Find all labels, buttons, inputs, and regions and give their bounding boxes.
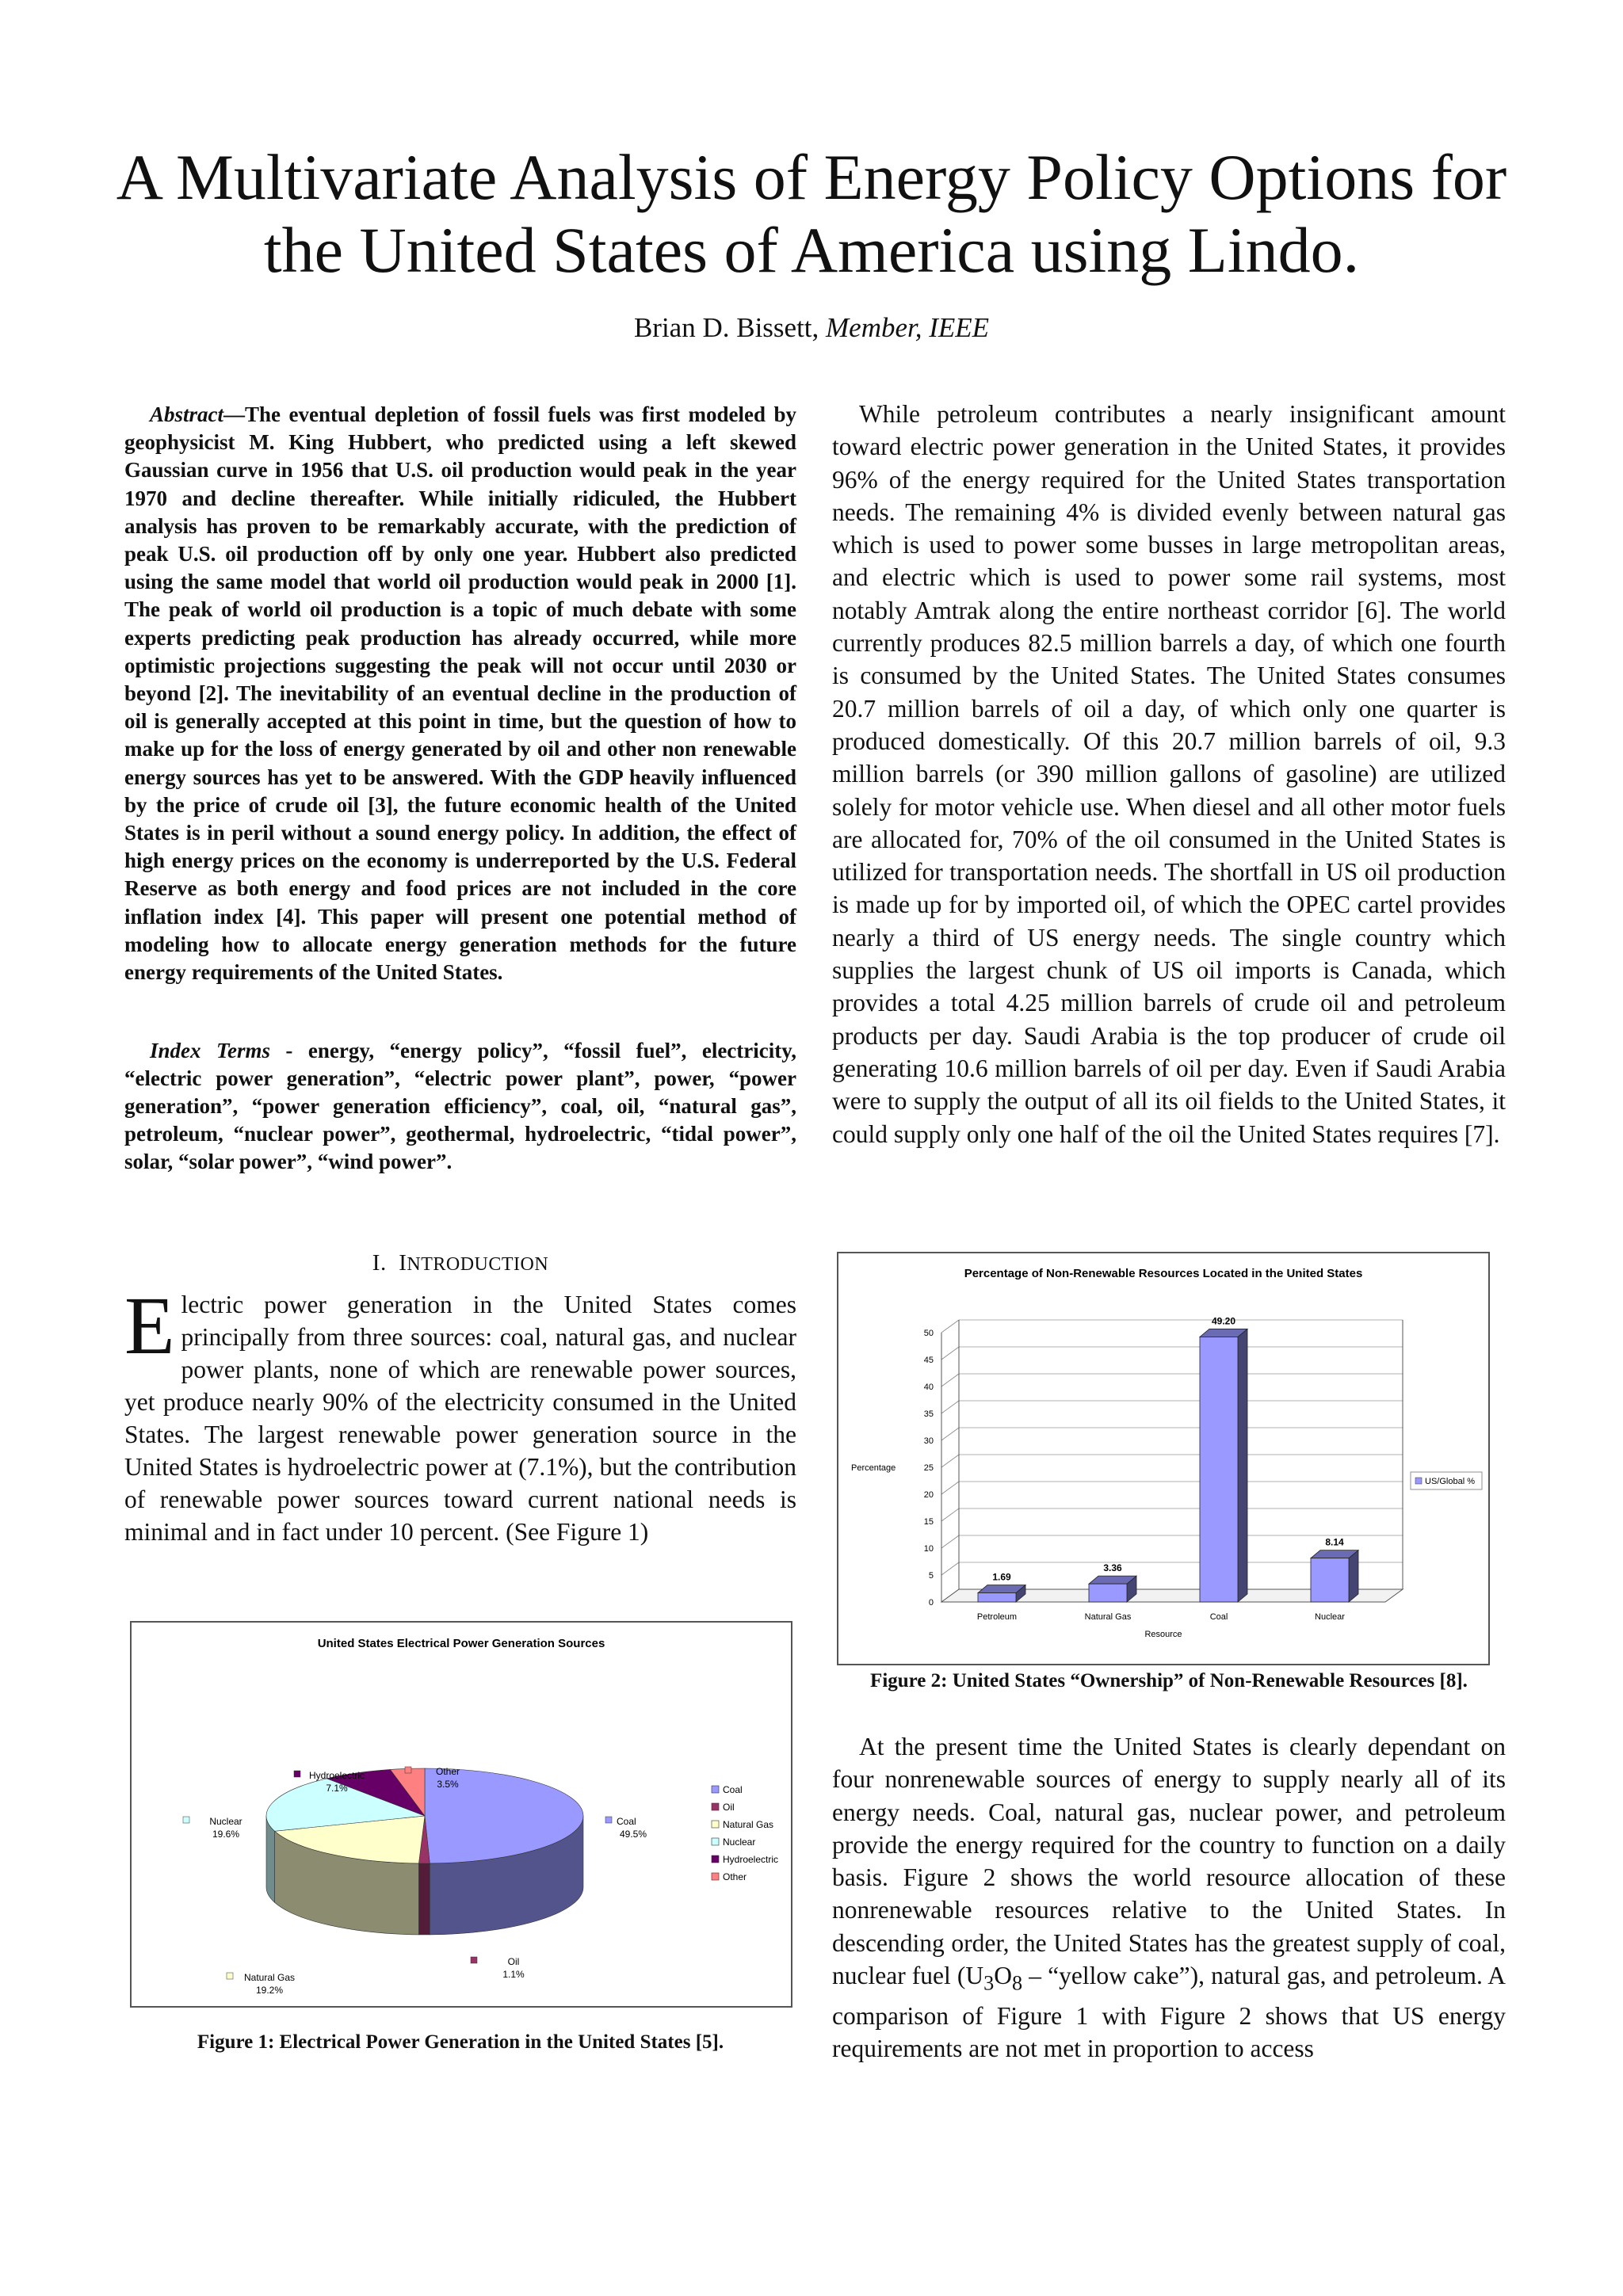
section-title-rest: NTRODUCTION: [407, 1254, 549, 1275]
x-tick-label: Nuclear: [1315, 1612, 1345, 1622]
pie-legend-swatch: [712, 1838, 719, 1845]
abstract: [124, 401, 796, 986]
bar-data-label: 8.14: [1325, 1536, 1344, 1548]
pie-label-swatch: [405, 1767, 411, 1773]
paragraph-dependence-part-b: O: [994, 1962, 1013, 1990]
pie-legend-swatch: [712, 1855, 719, 1863]
bar-data-label: 1.69: [992, 1571, 1011, 1583]
author-affiliation: Member, IEEE: [826, 312, 990, 343]
pie-label-category: Other: [435, 1766, 460, 1777]
x-tick-label: Coal: [1209, 1612, 1228, 1622]
bar-legend-item: US/Global %: [1425, 1477, 1475, 1486]
pie-legend-swatch: [712, 1803, 719, 1810]
gridline-depth: [941, 1508, 959, 1521]
y-tick-label: 30: [923, 1436, 934, 1446]
pie-legend-item: Other: [723, 1871, 747, 1882]
bar-side: [1349, 1550, 1358, 1602]
pie-label-value: 19.2%: [255, 1985, 284, 1996]
figure-1-caption: Figure 1: Electrical Power Generation in the United States [5].: [197, 2031, 724, 2053]
gridline-depth: [941, 1320, 959, 1333]
section-heading-introduction: [124, 1250, 796, 1276]
paragraph-petroleum: While petroleum contributes a nearly insignificant amount toward electric power generation in the United States, it provides 96% of the energy required for the United States transportation needs. The remaining 4% is divided evenly between natural gas which is used to power some busses in large metropolitan areas, and electric which is used to power some rail systems, most notably Amtrak along the entire northeast corridor [6]. The world currently produces 82.5 million barrels a day, of which one fourth is consumed by the United States. The United States consumes 20.7 million barrels of oil a day, of which only one quarter is produced domestically. Of this 20.7 million barrels of oil, 9.3 million barrels (or 390 million gallons of gasoline) are utilized solely for motor vehicle use. When diesel and all other motor fuels are allocated for, 70% of the oil consumed in the United States is utilized for transportation needs. The shortfall in US oil production is made up for by imported oil, of which the OPEC cartel provides nearly a third of US energy needs. The single country which supplies the largest chunk of US oil imports is Canada, which provides a total 4.25 million barrels of crude oil and petroleum products per day. Saudi Arabia is the top producer of crude oil generating 10.6 million barrels of oil per day. Even if Saudi Arabia were to supply the output of all its oil fields to the United States, it could supply only one half of the oil the United States requires [7].: [832, 400, 1506, 1148]
bar-petroleum: [978, 1593, 1016, 1602]
abstract-text: The eventual depletion of fossil fuels was first modeled by geophysicist M. King Hubbert, who predicted using a left skewed Gaussian curve in 1956 that U.S. oil production would peak in the year 1970 and decline thereafter. While initially ridiculed, the Hubbert analysis has proven to be remarkably accurate, with the prediction of peak U.S. oil production off by only one year. Hubbert also predicted using the same model that world oil production would peak in 2000 [1]. The peak of world oil production is a topic of much debate with some experts predicting peak production has already occurred, while more optimistic projections suggesting the peak will not occur until 2030 or beyond [2]. The inevitability of an eventual decline in the production of oil is generally accepted at this point in time, but the question of how to make up for the loss of energy generated by oil and other non renewable energy sources has yet to be answered. With the GDP heavily influenced by the price of crude oil [3], the future economic health of the United States is in peril without a sound energy policy. In addition, the effect of high energy prices on the economy is underreported by the U.S. Federal Reserve as both energy and food prices are not included in the core inflation index [4]. This paper will present one potential method of modeling how to allocate energy generation methods for the future energy requirements of the United States.: [124, 402, 796, 985]
y-tick-label: 25: [923, 1463, 934, 1473]
pie-label-swatch: [183, 1817, 189, 1823]
gridline-depth: [941, 1401, 959, 1413]
bar-data-label: 3.36: [1103, 1562, 1122, 1574]
bar-side: [1238, 1329, 1247, 1602]
pie-label-category: Nuclear: [209, 1816, 242, 1827]
author-name: Brian D. Bissett,: [633, 312, 819, 343]
paragraph-dependence-part-a: At the present time the United States is clearly dependant on four nonrenewable sources of energy to supply nearly all of its energy needs. Coal, natural gas, nuclear power, and petroleum provide the energy required for the country to function on a daily basis. Figure 2 shows the world resource allocation of these nonrenewable resources relative to the United States. In descending order, the United States has the greatest supply of coal, nuclear fuel (U: [832, 1733, 1506, 1990]
pie-legend-swatch: [712, 1821, 719, 1828]
pie-legend-item: Natural Gas: [723, 1819, 774, 1830]
pie-label-value: 19.6%: [212, 1829, 240, 1840]
pie-label-swatch: [605, 1817, 612, 1823]
pie-legend-swatch: [712, 1786, 719, 1793]
pie-label-category: Hydroelectric: [308, 1770, 365, 1781]
pie-label-value: 49.5%: [620, 1829, 647, 1840]
bar-chart: [838, 1253, 1488, 1664]
y-tick-label: 10: [923, 1544, 934, 1554]
gridline-depth: [941, 1347, 959, 1360]
pie-label-swatch: [471, 1957, 477, 1963]
pie-label-value: 7.1%: [326, 1783, 348, 1794]
figure-1: [130, 1621, 792, 2008]
y-tick-label: 5: [928, 1571, 934, 1581]
pie-label-swatch: [227, 1973, 233, 1979]
section-number: I.: [372, 1250, 387, 1276]
subscript-8: 8: [1012, 1971, 1023, 1995]
pie-legend-swatch: [712, 1873, 719, 1880]
pie-chart: [132, 1623, 791, 2006]
section-title-first: I: [399, 1250, 407, 1276]
bar-coal: [1200, 1337, 1238, 1602]
x-tick-label: Natural Gas: [1084, 1612, 1132, 1622]
bar-natural-gas: [1089, 1584, 1127, 1602]
pie-label-category: Natural Gas: [243, 1972, 296, 1983]
pie-legend-item: Coal: [723, 1784, 743, 1795]
pie-label-value: 1.1%: [502, 1969, 525, 1980]
y-tick-label: 15: [923, 1517, 934, 1527]
pie-slice-side-oil: [418, 1863, 430, 1935]
gridline-depth: [941, 1455, 959, 1467]
introduction-body: [124, 1280, 796, 1548]
gridline-depth: [941, 1374, 959, 1386]
pie-label-category: Coal: [617, 1816, 636, 1827]
bar-chart-title: Percentage of Non-Renewable Resources Located in the United States: [964, 1267, 1363, 1280]
bar-data-label: 49.20: [1211, 1315, 1236, 1327]
figure-2-caption: Figure 2: United States “Ownership” of Non-Renewable Resources [8].: [870, 1670, 1468, 1691]
pie-legend-item: Oil: [723, 1802, 735, 1813]
author-line: [0, 312, 1623, 344]
y-tick-label: 40: [923, 1383, 934, 1392]
pie-legend-item: Hydroelectric: [723, 1854, 779, 1865]
right-column-paragraph-1: [832, 398, 1506, 1150]
bar-legend-swatch: [1415, 1478, 1422, 1484]
pie-chart-title: United States Electrical Power Generation Sources: [317, 1637, 605, 1650]
y-tick-label: 50: [923, 1329, 934, 1338]
intro-text: lectric power generation in the United States comes principally from three sources: coal, natural gas, and nuclear power plants, none of which are renewable power sources, yet produce nearly 90% of the electricity consumed in the United States. The largest renewable power generation source in the United States is hydroelectric power at (7.1%), but the contribution of renewable power sources toward current national needs is minimal and in fact under 10 percent. (See Figure 1): [124, 1291, 796, 1546]
pie-label-category: Oil: [507, 1956, 520, 1967]
y-axis-title: Percentage: [851, 1463, 896, 1473]
index-terms-text: - energy, “energy policy”, “fossil fuel”, electricity, “electric power generation”, “electric power plant”, power, “power generation”, “power generation efficiency”, coal, oil, “natural gas”, petroleum, “nuclear power”, geothermal, hydroelectric, “tidal power”, solar, “solar power”, “wind power”.: [124, 1039, 797, 1173]
subscript-3: 3: [983, 1971, 995, 1995]
paragraph-dependence: [832, 1730, 1506, 2065]
gridline-depth: [941, 1562, 959, 1575]
figure-2: [837, 1252, 1490, 1665]
gridline-depth: [941, 1428, 959, 1440]
drop-cap: E: [124, 1280, 175, 1371]
pie-label-value: 3.5%: [437, 1779, 459, 1790]
bar-nuclear: [1311, 1558, 1349, 1602]
index-terms: [124, 1037, 796, 1176]
abstract-lead: Abstract: [150, 402, 224, 426]
index-terms-lead: Index Terms: [150, 1039, 270, 1062]
abstract-dash: —: [223, 402, 246, 426]
x-axis-title: Resource: [1144, 1630, 1182, 1639]
y-tick-label: 0: [928, 1598, 934, 1608]
pie-legend-item: Nuclear: [723, 1836, 756, 1848]
gridline-depth: [941, 1482, 959, 1494]
gridline-depth: [941, 1535, 959, 1548]
x-tick-label: Petroleum: [976, 1612, 1018, 1622]
paragraph-dependence-part-c: – “yellow cake”), natural gas, and petroleum. A comparison of Figure 1 with Figure 2 shows that US energy requirements are not met in proportion to access: [832, 1962, 1506, 2062]
y-tick-label: 20: [923, 1490, 934, 1500]
y-tick-label: 35: [923, 1409, 934, 1419]
paper-title: A Multivariate Analysis of Energy Policy Options for the United States of America using Lindo.: [116, 141, 1507, 286]
right-column-paragraph-2: [832, 1730, 1506, 2065]
y-tick-label: 45: [923, 1356, 934, 1365]
pie-label-swatch: [294, 1771, 300, 1777]
